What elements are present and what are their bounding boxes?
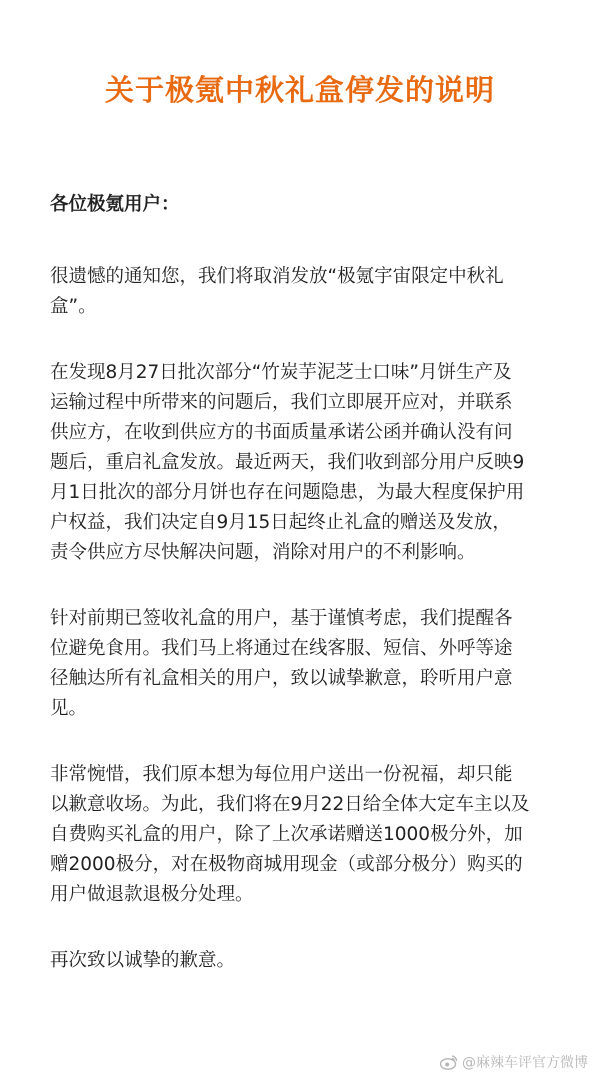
weibo-icon bbox=[440, 1054, 458, 1070]
paragraph: 针对前期已签收礼盒的用户，基于谨慎考虑，我们提醒各 位避免食用。我们马上将通过在线客服、短信、外呼等途 径触达所有礼盒相关的用户，致以诚挚歉意，聆听用户意 见。 bbox=[50, 608, 513, 719]
paragraph: 再次致以诚挚的歉意。 bbox=[50, 950, 236, 971]
paragraph: 在发现8月27日批次部分“竹炭芋泥芝士口味”月饼生产及 运输过程中所带来的问题后，我们立即展开应对，并联系 供应方，在收到供应方的书面质量承诺公函并确认没有问 题后，重启礼盒发放。最近两天，我们收到部分用户反映9 月1日批次的部分月饼也存在问题隐患，为最大程度保护用 户权益，我们决定自9月15日起终止礼盒的赠送及发放， 责令供应方尽快解决问题，消除对用户的不利影响。 bbox=[50, 362, 525, 563]
greeting: 各位极氪用户： bbox=[50, 194, 180, 215]
page-title: 关于极氪中秋礼盒停发的说明 bbox=[104, 73, 495, 107]
paragraph: 很遗憾的通知您，我们将取消发放“极氪宇宙限定中秋礼 盒”。 bbox=[50, 266, 504, 317]
paragraph: 非常惋惜，我们原本想为每位用户送出一份祝福，却只能 以歉意收场。为此，我们将在9月22日给全体大定车主以及 自费购买礼盒的用户，除了上次承诺赠送1000极分外，加 赠2000极分，对在极物商城用现金（或部分极分）购买的 用户做退款退极分处理。 bbox=[50, 764, 530, 905]
watermark-text: @麻辣车评官方微博 bbox=[462, 1055, 588, 1071]
watermark bbox=[440, 1052, 588, 1072]
document-body bbox=[50, 190, 565, 1012]
